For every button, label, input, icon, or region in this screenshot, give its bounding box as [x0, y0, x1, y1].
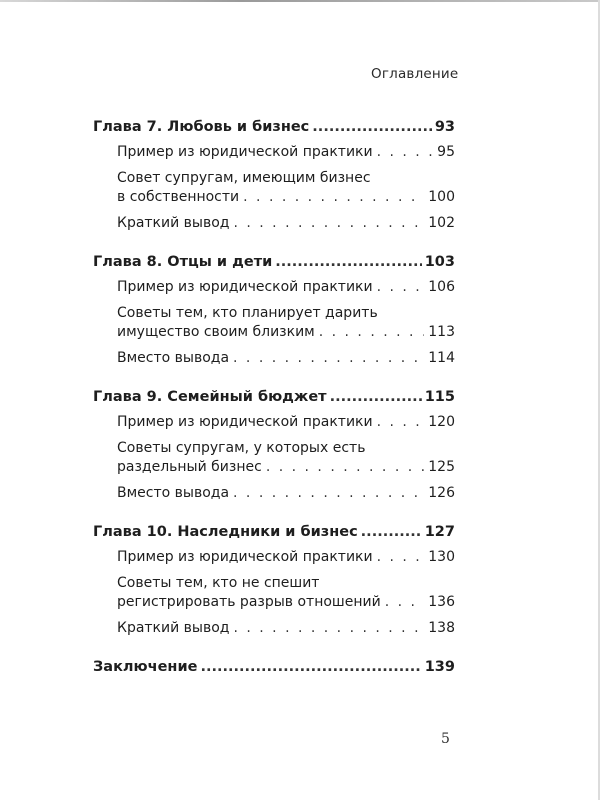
toc-chapter-7: [93, 118, 455, 233]
toc-section-title-line: имущество своим близким: [117, 324, 315, 340]
toc-leader-dots: [275, 253, 421, 272]
toc-section-title-line: Совет супругам, имеющим бизнес: [117, 170, 371, 186]
toc-leader-dots: [377, 413, 425, 432]
toc-section-entry[interactable]: [93, 619, 455, 638]
toc-leader-dots: [233, 349, 424, 368]
toc-page-number: 102: [428, 215, 455, 231]
table-of-contents: [93, 118, 455, 683]
toc-leader-dots: [377, 278, 425, 297]
toc-page-number: 127: [424, 524, 455, 540]
toc-page-number: 106: [428, 279, 455, 295]
toc-chapter-title: Глава 7. Любовь и бизнес: [93, 119, 310, 135]
toc-leader-dots: [233, 619, 424, 638]
toc-chapter-title: Глава 9. Семейный бюджет: [93, 389, 327, 405]
toc-page-number: 114: [428, 350, 455, 366]
toc-section-entry[interactable]: [93, 349, 455, 368]
toc-leader-dots: [233, 214, 424, 233]
page-number: 5: [441, 731, 450, 747]
toc-section-entry[interactable]: [93, 278, 455, 297]
toc-section-title-line: Советы тем, кто планирует дарить: [117, 305, 378, 321]
toc-chapter-8: [93, 253, 455, 368]
toc-chapter-entry[interactable]: [93, 118, 455, 137]
toc-page-number: 113: [428, 324, 455, 340]
toc-chapter-entry[interactable]: [93, 253, 455, 272]
toc-section-entry[interactable]: [93, 413, 455, 432]
toc-chapter-entry[interactable]: [93, 523, 455, 542]
toc-section-title-line: Советы супругам, у которых есть: [117, 440, 366, 456]
toc-page-number: 120: [428, 414, 455, 430]
toc-section-title: Пример из юридической практики: [117, 549, 373, 565]
toc-page-number: 100: [428, 189, 455, 205]
toc-section-title-line: Советы тем, кто не спешит: [117, 575, 320, 591]
toc-section-title: Пример из юридической практики: [117, 414, 373, 430]
toc-leader-dots: [377, 143, 434, 162]
toc-section-entry[interactable]: [93, 484, 455, 503]
toc-section-entry[interactable]: [93, 574, 455, 612]
toc-section-title: Краткий вывод: [117, 215, 230, 231]
toc-section-title-line: регистрировать разрыв отношений: [117, 594, 381, 610]
toc-leader-dots: [233, 484, 424, 503]
page-top-edge: [0, 0, 600, 2]
toc-chapter-entry[interactable]: [93, 388, 455, 407]
toc-leader-dots: [377, 548, 425, 567]
toc-page-number: 93: [434, 119, 455, 135]
toc-page-number: 138: [428, 620, 455, 636]
toc-page-number: 136: [428, 594, 455, 610]
toc-page-number: 139: [424, 659, 455, 675]
toc-page-number: 130: [428, 549, 455, 565]
toc-section-title: Краткий вывод: [117, 620, 230, 636]
toc-leader-dots: [266, 458, 424, 477]
toc-section-title-line: раздельный бизнес: [117, 459, 262, 475]
toc-chapter-10: [93, 523, 455, 638]
toc-leader-dots: [361, 523, 422, 542]
toc-chapter-title: Глава 10. Наследники и бизнес: [93, 524, 358, 540]
toc-section-title-line: в собственности: [117, 189, 240, 205]
toc-chapter-9: [93, 388, 455, 503]
toc-page-number: 126: [428, 485, 455, 501]
toc-section-title: Пример из юридической практики: [117, 144, 373, 160]
toc-section-title: Пример из юридической практики: [117, 279, 373, 295]
toc-section-entry[interactable]: [93, 304, 455, 342]
toc-leader-dots: [319, 323, 425, 342]
toc-leader-dots: [330, 388, 422, 407]
toc-section-entry[interactable]: [93, 169, 455, 207]
toc-leader-dots: [200, 658, 421, 677]
toc-chapter-entry[interactable]: [93, 658, 455, 677]
toc-leader-dots: [385, 593, 425, 612]
toc-section-entry[interactable]: [93, 143, 455, 162]
toc-leader-dots: [243, 188, 424, 207]
toc-leader-dots: [312, 118, 432, 137]
toc-page-number: 125: [428, 459, 455, 475]
toc-section-entry[interactable]: [93, 214, 455, 233]
toc-section-title: Вместо вывода: [117, 485, 230, 501]
toc-section-entry[interactable]: [93, 439, 455, 477]
toc-page-number: 115: [424, 389, 455, 405]
toc-page-number: 95: [437, 144, 455, 160]
toc-page-number: 103: [424, 254, 455, 270]
toc-section-title: Вместо вывода: [117, 350, 230, 366]
toc-section-entry[interactable]: [93, 548, 455, 567]
toc-chapter-title: Заключение: [93, 659, 198, 675]
running-header: Оглавление: [371, 66, 459, 82]
toc-conclusion: [93, 658, 455, 677]
toc-chapter-title: Глава 8. Отцы и дети: [93, 254, 273, 270]
